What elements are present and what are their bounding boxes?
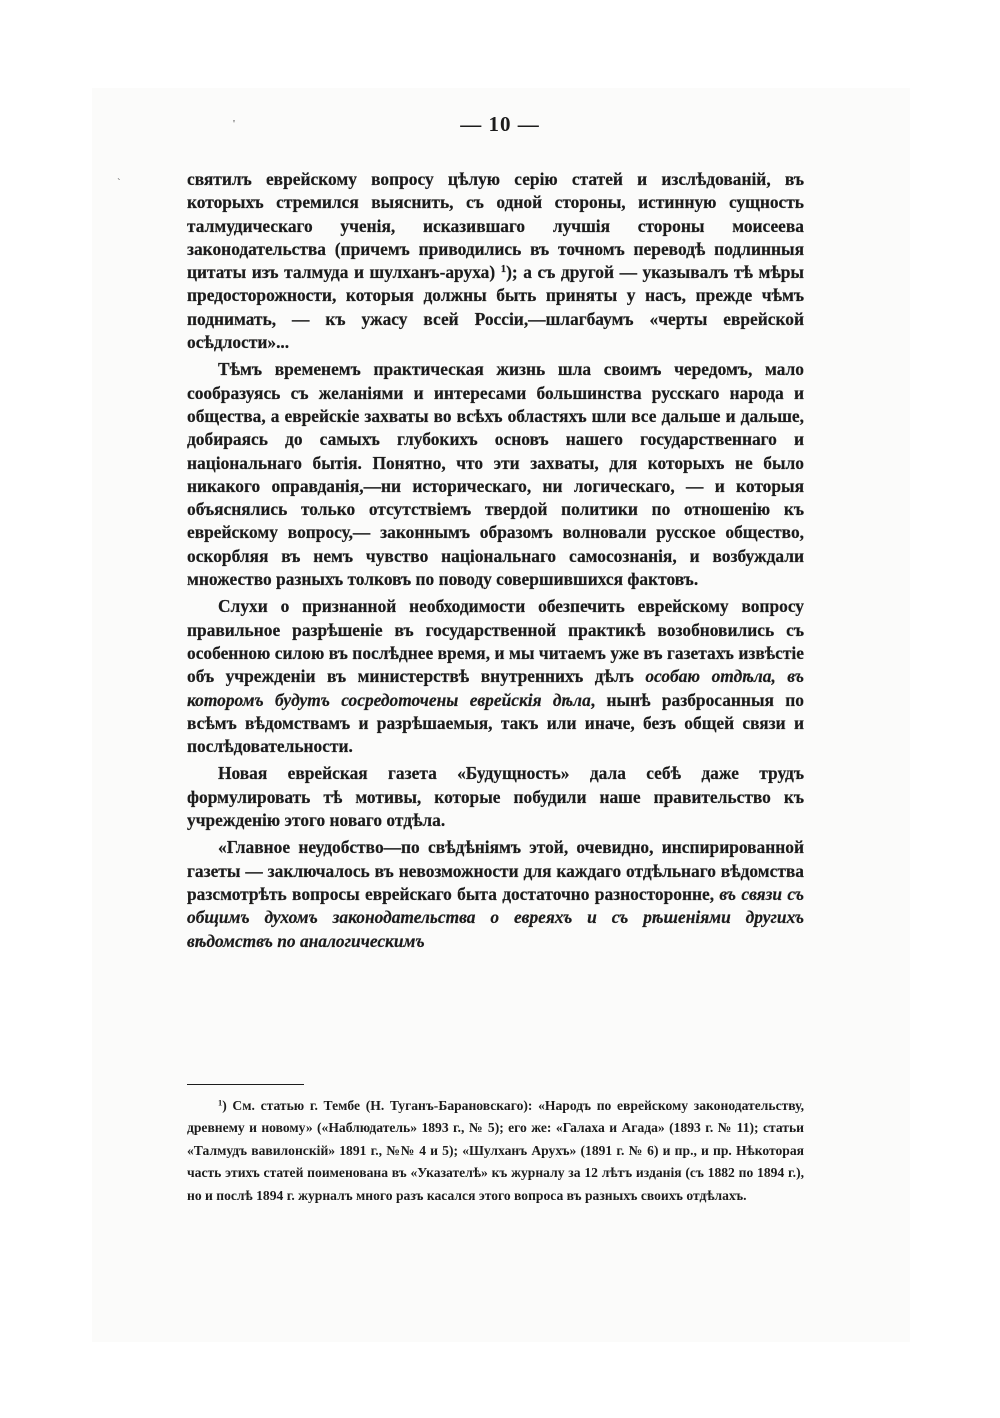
footnote-marker: 1 <box>500 263 507 276</box>
text-run: святилъ еврейскому вопросу цѣлую серію статей и изслѣдованій, въ которыхъ стремился выяснить, съ одной стороны, истинную сущность талмудическаго ученія, исказившаго лучшія стороны моисеева законодательства (причемъ приводились въ точномъ переводѣ подлинныя цитаты изъ талмуда и шулханъ-аруха) <box>187 169 804 283</box>
text-run: «Главное неудобство—по свѣдѣніямъ этой, очевидно, инспирированной газеты — заключалось въ невозможности для каждаго отдѣльнаго вѣдомства разсмотрѣть вопросы еврейскаго быта достаточно разносторонне, <box>187 837 804 904</box>
paragraph <box>187 836 804 952</box>
scan-speck: ` <box>117 177 121 189</box>
text-run: Тѣмъ временемъ практическая жизнь шла своимъ чередомъ, мало сообразуясь съ желаніями и интересами большинства русскаго народа и общества, а еврейскіе захваты во всѣхъ областяхъ шли все дальше и дальше, добираясь до самыхъ глубокихъ основъ нашего государственнаго и національнаго бытія. Понятно, что эти захваты, для которыхъ не было никакого оправданія,—ни историческаго, ни логическаго, — и которыя объяснялись только отсутствіемъ твердой политики по отношенію къ еврейскому вопросу,— законнымъ образомъ волновали русское общество, оскорбляя въ немъ чувство національнаго самосознанія, и возбуждали множество разныхъ толковъ по поводу совершившихся фактовъ. <box>187 359 804 590</box>
footnote-rule <box>187 1084 304 1085</box>
footnote-marker: 1 <box>218 1097 223 1108</box>
main-text <box>187 168 804 957</box>
scan-speck: ' <box>233 118 235 130</box>
text-run: ) См. статью г. Тембе (Н. Туганъ-Барановскаго): «Народъ по еврейскому законодательству, древнему и новому» («Наблюдатель» 1893 г., № 5); его же: «Галаха и Агада» (1893 г. № 11); статьи «Талмудъ вавилонскій» 1891 г., №№ 4 и 5); «Шулханъ Арухъ» (1891 г. № 6) и пр., и пр. Нѣкоторая часть этихъ статей поименована въ «Указателѣ» къ журналу за 12 лѣтъ изданія (съ 1882 по 1894 г.), но и послѣ 1894 г. журналъ много разъ касался этого вопроса въ разныхъ своихъ отдѣлахъ. <box>187 1098 804 1203</box>
footnotes <box>187 1095 804 1207</box>
paragraph <box>187 595 804 758</box>
italic-run: особаю отдѣла, въ которомъ будутъ сосредоточены еврейскія дѣла <box>187 666 804 710</box>
paragraph <box>187 168 804 354</box>
text-run: , нынѣ разбросанныя по всѣмъ вѣдомствамъ и разрѣшаемыя, такъ или иначе, безъ общей связи и послѣдовательности. <box>187 689 804 757</box>
text-run: Новая еврейская газета «Будущность» дала себѣ даже трудъ формулировать тѣ мотивы, которые побудили наше правительство къ учрежденію этого новаго отдѣла. <box>187 763 804 831</box>
italic-run: въ связи съ общимъ духомъ законодательства о евреяхъ и съ рѣшеніями другихъ вѣдомствъ по аналогическимъ <box>187 883 804 951</box>
page-number: — 10 — <box>460 112 540 136</box>
paragraph <box>187 358 804 591</box>
paragraph <box>187 762 804 832</box>
text-run: Слухи о признанной необходимости обезпечить еврейскому вопросу правильное разрѣшеніе въ государственной практикѣ возобновились съ особенною силою въ послѣднее время, и мы читаемъ уже въ газетахъ извѣстіе объ учрежденіи въ министерствѣ внутреннихъ дѣлъ <box>187 596 804 687</box>
text-run: ); а съ другой — указывалъ тѣ мѣры предосторожности, которыя должны быть приняты у насъ, прежде чѣмъ поднимать, — къ ужасу всей Россіи,—шлагбаумъ «черты еврейской осѣдлости»... <box>187 262 805 353</box>
footnote <box>187 1095 804 1207</box>
